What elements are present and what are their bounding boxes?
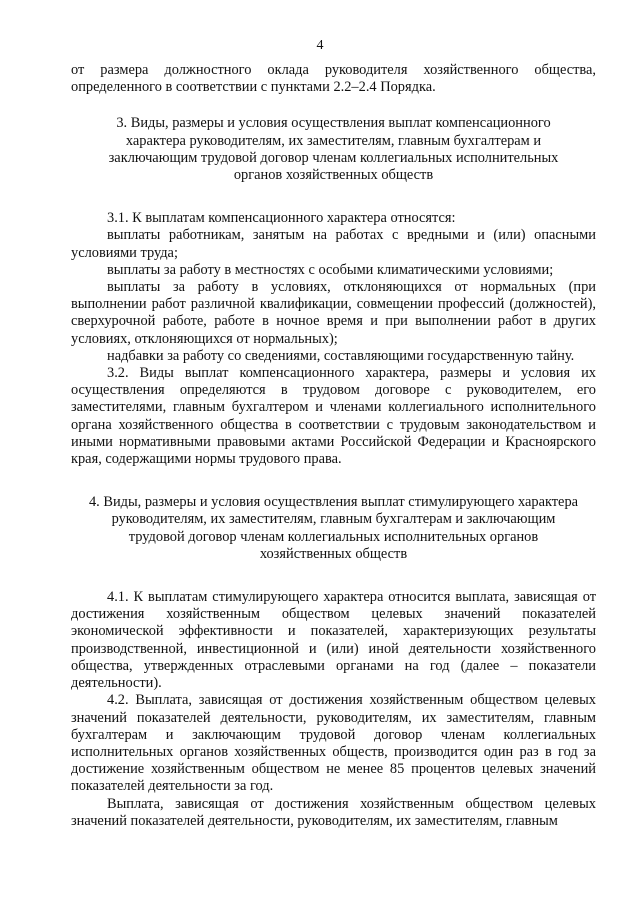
paragraph-4-1: 4.1. К выплатам стимулирующего характера относится выплата, зависящая от достижения хозяйственным обществом целевых значений показателей экономической эффективности и показателей, характеризующих результаты производственной, инвестиционной и (или) иной деятельности хозяйственного общества, утвержденных отраслевыми органами на год (далее – показатели деятельности). (71, 589, 596, 692)
section-4-heading: 4. Виды, размеры и условия осуществления выплат стимулирующего характера руководителям, их заместителям, главным бухгалтерам и заключающим трудовой договор членам коллегиальных исполнительных органов хозяйственных обществ (88, 494, 579, 562)
paragraph-3-1-item-2: выплаты за работу в местностях с особыми климатическими условиями; (107, 261, 554, 278)
section-3-heading: 3. Виды, размеры и условия осуществления выплат компенсационного характера руководителям, их заместителям, главным бухгалтерам и заключающим трудовой договор членам коллегиальных исполнительных органов хозяйственных обществ (108, 115, 559, 184)
paragraph-3-1-item-4: надбавки за работу со сведениями, составляющими государственную тайну. (107, 347, 575, 364)
paragraph-3-2: 3.2. Виды выплат компенсационного характера, размеры и условия их осуществления определяются в трудовом договоре с руководителем, его заместителями, главным бухгалтером и членами коллегиального исполнительного органа хозяйственного общества в соответствии с трудовым законодательством и иными нормативными правовыми актами Российской Федерации и Красноярского края, содержащими нормы трудового права. (71, 365, 596, 468)
page-number: 4 (316, 38, 324, 53)
paragraph-3-1-item-3: выплаты за работу в условиях, отклоняющихся от нормальных (при выполнении работ различной квалификации, совмещении профессий (должностей), сверхурочной работе, работе в ночное время и при выполнении работ в других условиях, отклоняющихся от нормальных); (71, 279, 596, 347)
paragraph-3-1-item-1: выплаты работникам, занятым на работах с вредными и (или) опасными условиями труда; (71, 227, 596, 261)
intro-paragraph: от размера должностного оклада руководителя хозяйственного общества, определенного в соответствии с пунктами 2.2–2.4 Порядка. (71, 62, 596, 96)
paragraph-4-2: 4.2. Выплата, зависящая от достижения хозяйственным обществом целевых значений показателей деятельности, руководителям, их заместителям, главным бухгалтерам и заключающим трудовой договор членам коллегиальных исполнительных органов хозяйственных обществ, производится один раз в год за достижение хозяйственным обществом не менее 85 процентов целевых значений показателей деятельности за год. (71, 692, 596, 795)
paragraph-4-2-continued: Выплата, зависящая от достижения хозяйственным обществом целевых значений показателей деятельности, руководителям, их заместителям, главным (71, 795, 596, 829)
paragraph-3-1: 3.1. К выплатам компенсационного характера относятся: (107, 210, 456, 227)
document-body (71, 62, 596, 830)
